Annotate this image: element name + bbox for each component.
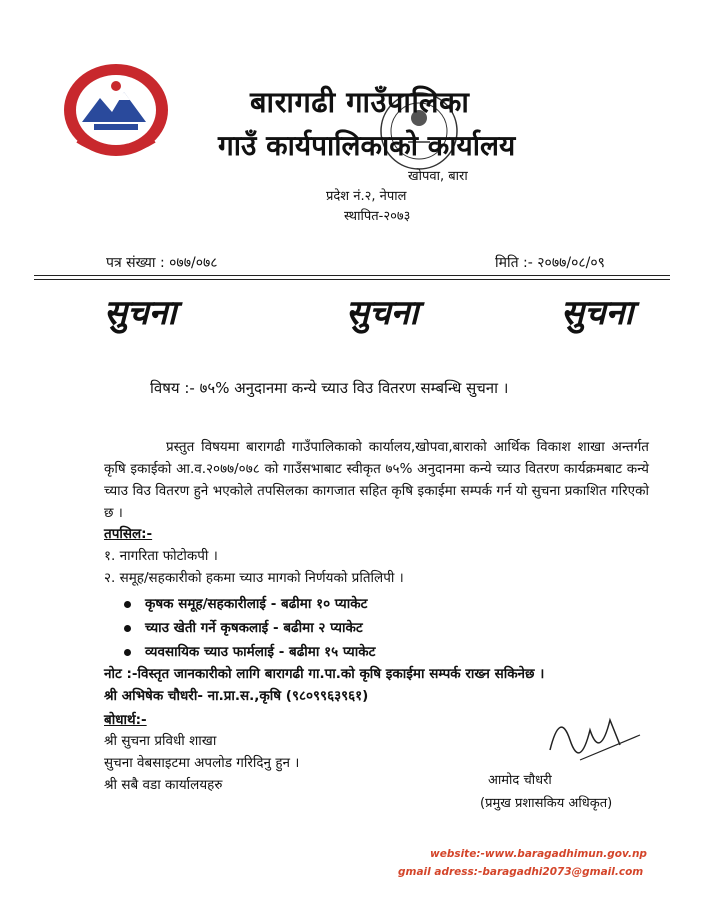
address-line-2: प्रदेश नं.२, नेपाल <box>326 189 407 204</box>
bullet-item-2 <box>124 618 363 636</box>
cc-item-3: श्री सबै वडा कार्यालयहरु <box>104 777 223 793</box>
established-year: स्थापित-२०७३ <box>344 209 411 224</box>
bullet-text-2: च्याउ खेती गर्ने कृषकलाई - बढीमा २ प्याकेट <box>145 620 363 636</box>
contact-line: श्री अभिषेक चौधरी- ना.प्रा.स.,कृषि (९८०९९६३९६१) <box>104 688 369 704</box>
notice-heading-center: सुचना <box>346 293 419 333</box>
bullet-dot <box>124 625 131 632</box>
email-link[interactable]: gmail adress:-baragadhi2073@gmail.com <box>398 866 644 878</box>
bullet-dot <box>124 649 131 656</box>
letter-date: मिति :- २०७७/०८/०९ <box>495 255 605 271</box>
requirement-1: १. नागरिता फोटोकपी । <box>104 548 218 564</box>
office-subtitle: गाउँ कार्यपालिकाको कार्यालय <box>218 129 516 162</box>
header-divider <box>34 275 670 276</box>
bullet-text-3: व्यवसायिक च्याउ फार्मलाई - बढीमा १५ प्याकेट <box>145 644 376 660</box>
cc-item-2: सुचना वेबसाइटमा अपलोड गरिदिनु हुन । <box>104 755 300 771</box>
notice-body-text: प्रस्तुत विषयमा बारागढी गाउँपालिकाको कार्यालय,खोपवा,बाराको आर्थिक विकाश शाखा अन्तर्गत कृषि इकाईको आ.व.२०७७/०७८ को गाउँसभाबाट स्वीकृत ७५% अनुदानमा कन्ये च्याउ वितरण कार्यक्रमबाट कन्ये च्याउ विउ वितरण हुने भएकोले तपसिलका कागजात सहित कृषि इकाईमा सम्पर्क गर्न यो सुचना प्रकाशित गरिएको छ । <box>104 439 649 521</box>
header-divider-2 <box>34 279 670 280</box>
address-line-1: खोपवा, बारा <box>408 169 468 184</box>
notice-heading-right: सुचना <box>561 293 634 333</box>
bullet-dot <box>124 601 131 608</box>
website-link[interactable]: website:-www.baragadhimun.gov.np <box>430 848 647 860</box>
notice-body <box>104 436 649 524</box>
details-heading: तपसिल:- <box>104 526 153 542</box>
cc-item-1: श्री सुचना प्रविधी शाखा <box>104 733 217 749</box>
notice-subject: विषय :- ७५% अनुदानमा कन्ये च्याउ विउ वितरण सम्बन्धि सुचना । <box>150 379 509 397</box>
signatory-title: (प्रमुख प्रशासकिय अधिकृत) <box>480 796 613 811</box>
notice-heading-left: सुचना <box>104 293 177 333</box>
municipality-emblem-logo <box>60 60 172 160</box>
signatory-name: आमोद चौधरी <box>488 773 552 788</box>
municipality-title: बारागढी गाउँपालिका <box>250 85 470 119</box>
handwritten-signature <box>540 700 650 770</box>
requirement-2: २. समूह/सहकारीको हकमा च्याउ मागको निर्णयको प्रतिलिपी । <box>104 570 404 586</box>
bullet-item-3 <box>124 642 375 660</box>
letter-number: पत्र संख्या : ०७७/०७८ <box>106 255 218 271</box>
bullet-text-1: कृषक समूह/सहकारीलाई - बढीमा १० प्याकेट <box>145 596 368 612</box>
bullet-item-1 <box>124 594 367 612</box>
note-line: नोट :-विस्तृत जानकारीको लागि बारागढी गा.पा.को कृषि इकाईमा सम्पर्क राख्न सकिनेछ । <box>104 666 545 682</box>
cc-heading: बोधार्थ:- <box>104 712 147 728</box>
